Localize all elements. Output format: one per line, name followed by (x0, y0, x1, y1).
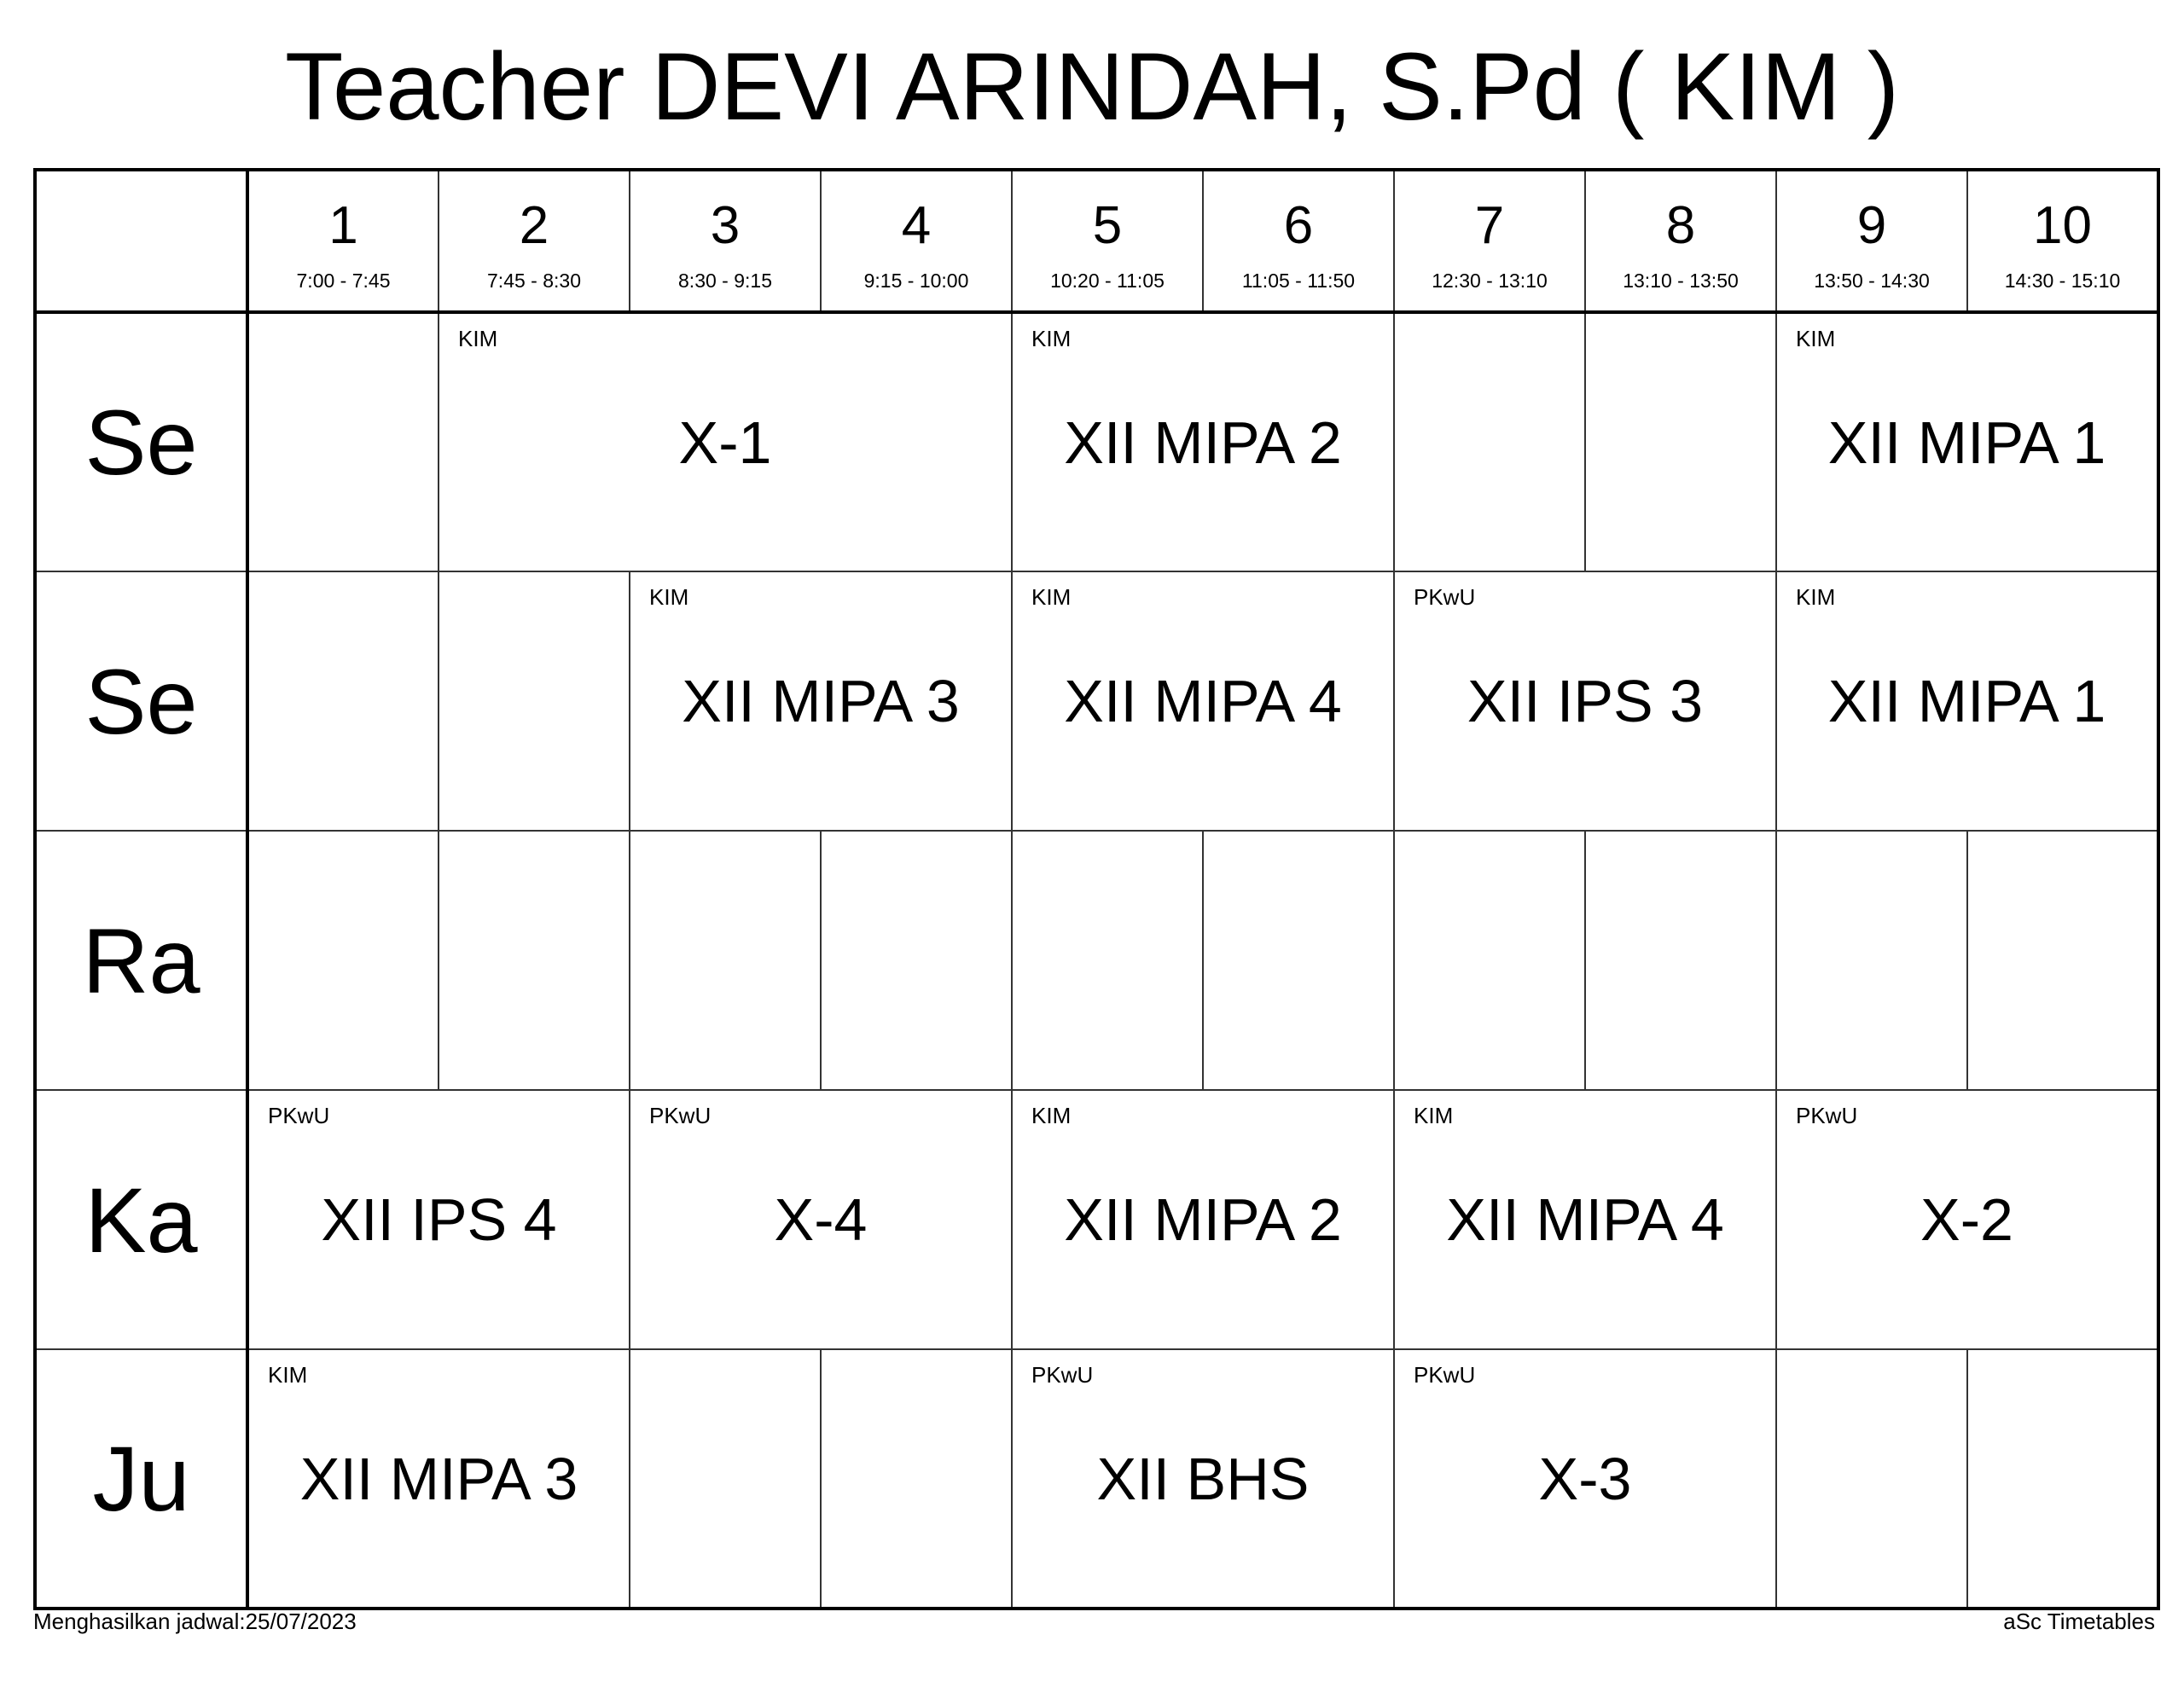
day-label: Ka (35, 1090, 247, 1349)
lesson-subject: KIM (1796, 584, 1836, 610)
empty-slot (630, 1349, 821, 1609)
lesson-class: XII MIPA 3 (299, 1445, 578, 1512)
empty-slot (1967, 1349, 2158, 1609)
empty-slot (1585, 312, 1776, 571)
period-number: 10 (2033, 195, 2092, 255)
period-header (630, 170, 821, 312)
period-time: 13:50 - 14:30 (1814, 269, 1930, 292)
period-header (821, 170, 1012, 312)
period-number: 8 (1665, 195, 1696, 255)
day-label: Ra (35, 831, 247, 1090)
day-label: Ju (35, 1349, 247, 1609)
period-header (1012, 170, 1203, 312)
lesson-subject: PKwU (1414, 1362, 1476, 1388)
empty-slot (1012, 831, 1203, 1090)
lesson-class: XII MIPA 2 (1064, 409, 1342, 476)
lesson-subject: KIM (268, 1362, 308, 1388)
lesson-cell[interactable] (1012, 312, 1394, 571)
period-header (1203, 170, 1394, 312)
day-row (35, 571, 2158, 831)
period-number: 7 (1474, 195, 1505, 255)
period-number: 1 (328, 195, 358, 255)
period-time: 7:00 - 7:45 (296, 269, 391, 292)
lesson-subject: KIM (1031, 1103, 1072, 1128)
timetable-body (35, 312, 2158, 1609)
lesson-class: XII IPS 3 (1467, 668, 1704, 734)
empty-slot (1967, 831, 2158, 1090)
lesson-cell[interactable] (1394, 1349, 1776, 1609)
day-row (35, 1349, 2158, 1609)
lesson-cell[interactable] (247, 1090, 630, 1349)
lesson-cell[interactable] (630, 1090, 1012, 1349)
lesson-subject: KIM (1414, 1103, 1454, 1128)
page-title: Teacher DEVI ARINDAH, S.Pd ( KIM ) (284, 33, 1900, 140)
generated-date: Menghasilkan jadwal:25/07/2023 (33, 1609, 357, 1634)
lesson-cell[interactable] (1776, 1090, 2158, 1349)
lesson-cell[interactable] (1012, 1090, 1394, 1349)
empty-slot (1394, 312, 1585, 571)
lesson-cell[interactable] (630, 571, 1012, 831)
brand-label: aSc Timetables (2003, 1609, 2155, 1634)
lesson-cell[interactable] (1012, 1349, 1394, 1609)
period-number: 9 (1856, 195, 1887, 255)
lesson-subject: PKwU (1796, 1103, 1858, 1128)
period-time: 10:20 - 11:05 (1050, 269, 1165, 292)
period-time: 11:05 - 11:50 (1241, 269, 1356, 292)
lesson-subject: KIM (649, 584, 689, 610)
empty-slot (439, 831, 630, 1090)
empty-slot (1776, 831, 1967, 1090)
empty-slot (1203, 831, 1394, 1090)
lesson-subject: PKwU (1031, 1362, 1094, 1388)
period-header (1967, 170, 2158, 312)
lesson-subject: PKwU (1414, 584, 1476, 610)
lesson-cell[interactable] (1776, 571, 2158, 831)
day-row (35, 831, 2158, 1090)
lesson-cell[interactable] (1776, 312, 2158, 571)
period-time: 14:30 - 15:10 (2004, 269, 2121, 292)
period-header (1585, 170, 1776, 312)
lesson-class: X-3 (1538, 1445, 1632, 1512)
empty-slot (1776, 1349, 1967, 1609)
lesson-cell[interactable] (439, 312, 1012, 571)
lesson-class: X-1 (678, 409, 772, 476)
period-time: 9:15 - 10:00 (863, 269, 969, 292)
empty-slot (439, 571, 630, 831)
lesson-cell[interactable] (1394, 1090, 1776, 1349)
period-time: 13:10 - 13:50 (1623, 269, 1739, 292)
empty-slot (1394, 831, 1585, 1090)
empty-slot (630, 831, 821, 1090)
period-header (247, 170, 439, 312)
lesson-cell[interactable] (247, 1349, 630, 1609)
period-number: 3 (710, 195, 741, 255)
empty-slot (1585, 831, 1776, 1090)
timetable-grid (33, 168, 2160, 1610)
lesson-class: XII BHS (1096, 1445, 1310, 1512)
lesson-subject: PKwU (268, 1103, 330, 1128)
empty-slot (821, 1349, 1012, 1609)
empty-slot (247, 571, 439, 831)
empty-slot (247, 831, 439, 1090)
timetable (33, 168, 2155, 1606)
day-row (35, 1090, 2158, 1349)
period-header (1776, 170, 1967, 312)
period-time: 8:30 - 9:15 (678, 269, 772, 292)
corner-cell (35, 170, 247, 312)
period-time: 7:45 - 8:30 (487, 269, 581, 292)
lesson-class: X-2 (1920, 1186, 2013, 1253)
lesson-subject: KIM (458, 326, 498, 351)
lesson-class: XII MIPA 2 (1064, 1186, 1342, 1253)
day-row (35, 312, 2158, 571)
lesson-cell[interactable] (1394, 571, 1776, 831)
lesson-class: X-4 (774, 1186, 868, 1253)
period-number: 5 (1092, 195, 1123, 255)
lesson-subject: KIM (1796, 326, 1836, 351)
empty-slot (247, 312, 439, 571)
period-header (439, 170, 630, 312)
lesson-class: XII MIPA 3 (682, 668, 960, 734)
lesson-class: XII MIPA 4 (1064, 668, 1342, 734)
day-label: Se (35, 312, 247, 571)
period-time: 12:30 - 13:10 (1432, 269, 1548, 292)
period-number: 2 (519, 195, 549, 255)
lesson-class: XII IPS 4 (321, 1186, 557, 1253)
lesson-subject: PKwU (649, 1103, 712, 1128)
lesson-class: XII MIPA 4 (1446, 1186, 1724, 1253)
lesson-class: XII MIPA 1 (1827, 668, 2106, 734)
lesson-class: XII MIPA 1 (1827, 409, 2106, 476)
lesson-cell[interactable] (1012, 571, 1394, 831)
period-number: 6 (1283, 195, 1314, 255)
day-label: Se (35, 571, 247, 831)
period-number: 4 (901, 195, 932, 255)
lesson-subject: KIM (1031, 326, 1072, 351)
lesson-subject: KIM (1031, 584, 1072, 610)
period-header-row (35, 170, 2158, 312)
empty-slot (821, 831, 1012, 1090)
period-header (1394, 170, 1585, 312)
